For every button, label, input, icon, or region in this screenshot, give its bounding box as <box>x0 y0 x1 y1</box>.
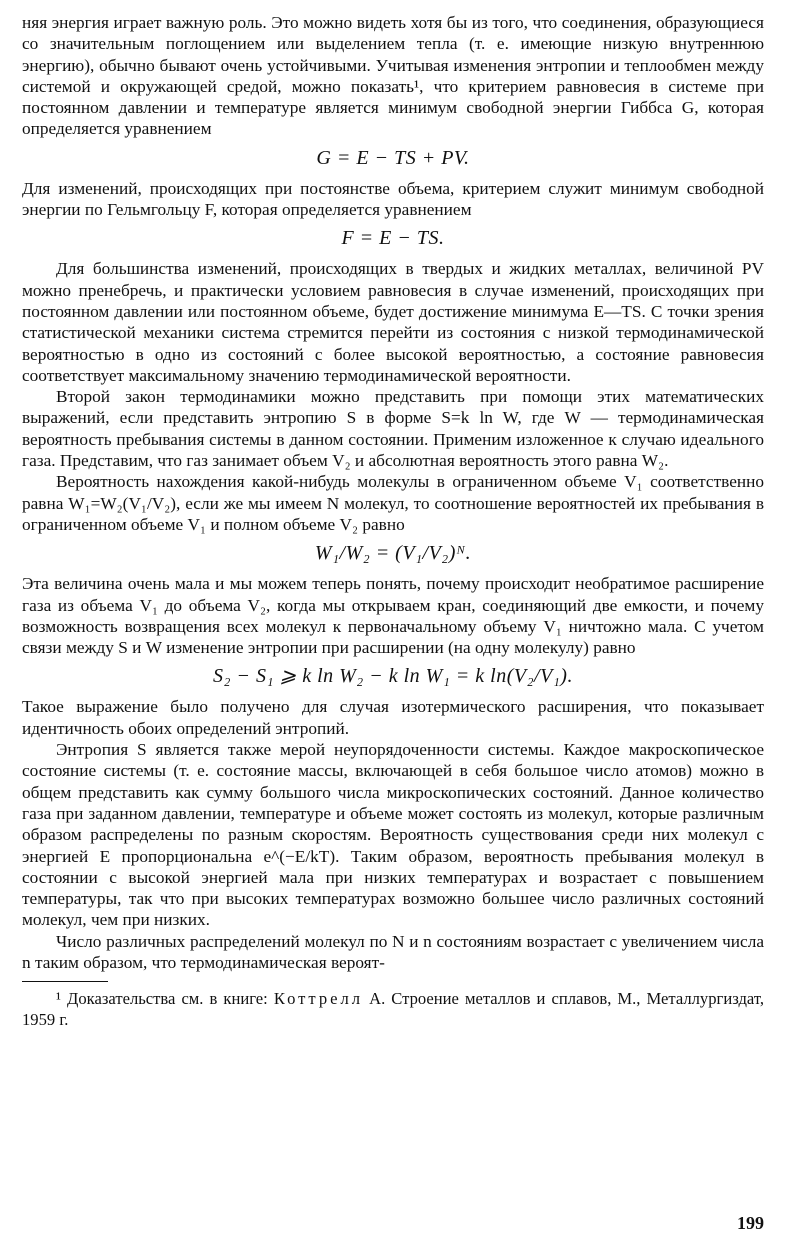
paragraph-1: няя энергия играет важную роль. Это можно видеть хотя бы из того, что соединения, образующиеся со значительным поглощением или выделением тепла (т. е. имеющие низкую внутреннюю энергию), обычно бывают очень устойчивыми. Учитывая изменения энтропии и теплообмен между системой и окружающей средой, можно показать¹, что критерием равновесия в системе при постоянном давлении и температуре является минимум свободной энергии Гиббса G, которая определяется уравнением <box>22 13 764 139</box>
paragraph-4: Второй закон термодинамики можно представить при помощи этих математических выражений, если представить энтропию S в форме S=k ln W, где W — термодинамическая вероятность пребывания системы в данном состоянии. Применим изложенное к случаю идеального газа. Представим, что газ занимает объем V₂ и абсолютная вероятность этого равна W₂. <box>22 387 764 471</box>
paragraph-8: Энтропия S является также мерой неупорядоченности системы. Каждое макроскопическое состояние системы (т. е. состояние массы, включающей в себя большое число атомов) можно в общем представить как сумму большого числа микроскопических состояний. Данное количество газа при заданном давлении, температуре и объеме может состоять из молекул, которые различным образом распределены по разным скоростям. Вероятность существования среди них молекул с энергией E пропорциональна e^(−E/kT). Таким образом, вероятность пребывания молекул в состоянии с высокой энергией мала при низких температурах и возрастает с повышением температуры, так что при высоких температурах возможно большее число различных состояний молекул, чем при низких. <box>22 740 764 930</box>
footnote-lead: Доказательства см. в книге: <box>67 989 274 1009</box>
footnote <box>22 988 764 1030</box>
paragraph-3: Для большинства изменений, происходящих в твердых и жидких металлах, величиной PV можно пренебречь, и практически условием равновесия в случае изменений, происходящих при постоянном давлении или постоянном объеме, будет достижение минимума E—TS. С точки зрения статистической механики система стремится перейти из состояния с низкой термодинамической вероятностью в одно из состояний с более высокой вероятностью, а состояние равновесия соответствует максимальному значению термодинамической вероятности. <box>22 259 764 385</box>
page-number: 199 <box>737 1213 764 1233</box>
formula-gibbs: G = E − TS + PV. <box>316 146 470 169</box>
paragraph-2: Для изменений, происходящих при постоянстве объема, критерием служит минимум свободной энергии по Гельмгольцу F, которая определяется уравнением <box>22 178 764 220</box>
paragraph-5: Вероятность нахождения какой-нибудь молекулы в ограниченном объеме V₁ соответственно равна W₁=W₂(V₁/V₂), если же мы имеем N молекул, то соотношение вероятностей их пребывания в ограниченном объеме V₁ и полном объеме V₂ равно <box>22 472 764 534</box>
paragraph-7: Такое выражение было получено для случая изотермического расширения, что показывает идентичность обоих определений энтропий. <box>22 697 764 738</box>
footnote-mark: ¹ <box>56 989 61 1009</box>
footnote-rest: А. Строение металлов и сплавов, М., Металлургиздат, 1959 г. <box>22 989 764 1030</box>
page-body <box>22 12 764 1030</box>
paragraph-6: Эта величина очень мала и мы можем теперь понять, почему происходит необратимое расширение газа из объема V₁ до объема V₂, когда мы открываем кран, соединяющий две емкости, и почему возможность возвращения всех молекул к первоначальному объему V₁ ничтожно мала. С учетом связи между S и W изменение энтропии при расширении (на одну молекулу) равно <box>22 574 764 658</box>
formula-probability-ratio: W₁/W₂ = (V₁/V₂)ᴺ. <box>314 542 472 565</box>
formula-entropy-change: S₂ − S₁ ⩾ k ln W₂ − k ln W₁ = k ln(V₂/V₁). <box>213 665 573 688</box>
footnote-author: Коттрелл <box>273 989 364 1009</box>
formula-helmholtz: F = E − TS. <box>341 227 445 250</box>
footnote-divider <box>22 981 108 982</box>
paragraph-9: Число различных распределений молекул по N и n состояниям возрастает с увеличением числа n таким образом, что термодинамическая вероят- <box>22 931 764 972</box>
